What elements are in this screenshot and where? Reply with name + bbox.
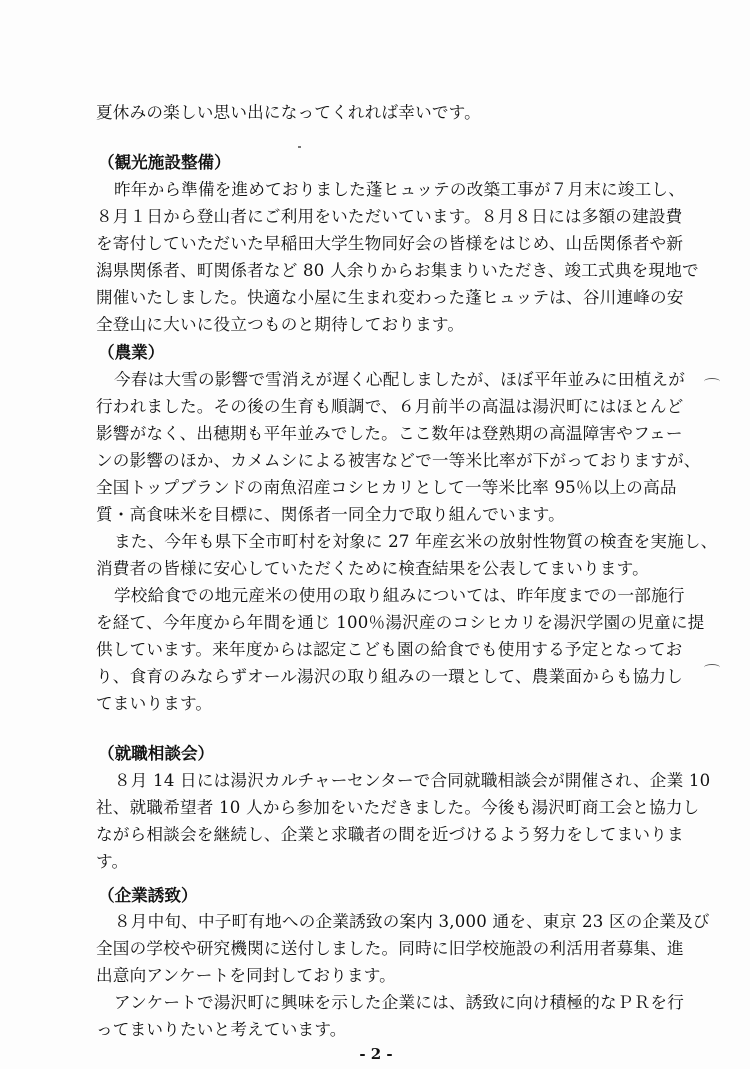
paragraph-line: 今春は大雪の影響で雪消えが遅く心配しましたが、ほぼ平年並みに田植えが [114,370,685,389]
paragraph-line: り、食育のみならずオール湯沢の取り組みの一環として、農業面からも協力し [96,667,683,686]
paragraph-line: ８月 14 日には湯沢カルチャーセンターで合同就職相談会が開催され、企業 10 [114,771,711,790]
paragraph-line: 影響がなく、出穂期も平年並みでした。ここ数年は登熟期の高温障害やフェー [96,424,683,443]
paragraph-line: ンの影響のほか、カメムシによる被害などで一等米比率が下がっておりますが、 [96,451,701,470]
paragraph-line: 質・高食味米を目標に、関係者一同全力で取り組んでいます。 [96,505,565,524]
paragraph-line: 社、就職希望者 10 人から参加をいただきました。今後も湯沢町商工会と協力し [96,798,700,817]
paragraph-line: 昨年から準備を進めておりました蓬ヒュッテの改築工事が７月末に竣工し、 [114,180,685,199]
paragraph-line: す。 [96,852,129,871]
section-heading-tourism: （観光施設整備） [98,152,231,172]
paragraph-line: ８月中旬、中子町有地への企業誘致の案内 3,000 通を、東京 23 区の企業及び [114,912,710,931]
intro-line: 夏休みの楽しい思い出になってくれれば幸いです。 [96,103,481,122]
paragraph-line: 学校給食での地元産米の使用の取り組みについては、昨年度までの一部施行 [114,586,685,605]
paragraph-line: 供しています。来年度からは認定こども園の給食でも使用する予定となってお [96,640,683,659]
paragraph-line: 全国トップブランドの南魚沼産コシヒカリとして一等米比率 95％以上の高品 [96,478,677,497]
paragraph-line: 全登山に大いに役立つものと期待しております。 [96,315,465,334]
section-heading-agriculture: （農業） [98,342,165,362]
scan-artifact [298,146,301,148]
paragraph-line: 潟県関係者、町関係者など 80 人余りからお集まりいただき、竣工式典を現地で [96,261,699,280]
paragraph-line: てまいります。 [96,694,213,713]
paragraph-line: 全国の学校や研究機関に送付しました。同時に旧学校施設の利活用者募集、進 [96,939,684,958]
paragraph-line: を寄付していただいた早稲田大学生物同好会の皆様をはじめ、山岳関係者や新 [96,234,684,253]
paragraph-line: アンケートで湯沢町に興味を示した企業には、誘致に向け積極的なＰＲを行 [114,993,684,1012]
paragraph-line: 消費者の皆様に安心していただくために検査結果を公表してまいります。 [96,559,649,578]
paragraph-line: を経て、今年度から年間を通じ 100％湯沢産のコシヒカリを湯沢学園の児童に提 [96,613,705,632]
paragraph-line: ８月１日から登山者にご利用をいただいています。８月８日には多額の建設費 [96,207,683,226]
paragraph-line: 行われました。その後の生育も順調で、６月前半の高温は湯沢町にはほとんど [96,397,684,416]
section-heading-job-fair: （就職相談会） [98,743,215,763]
paragraph-line: 出意向アンケートを同封しております。 [96,966,396,985]
scan-artifact [704,664,720,671]
paragraph-line: 開催いたしました。快適な小屋に生まれ変わった蓬ヒュッテは、谷川連峰の安 [96,288,684,307]
page-number: - 2 - [359,1045,393,1063]
scan-artifact [704,378,720,385]
paragraph-line: また、今年も県下全市町村を対象に 27 年産玄米の放射性物質の検査を実施し、 [114,532,718,551]
paragraph-line: ってまいりたいと考えています。 [96,1020,347,1039]
paragraph-line: ながら相談会を継続し、企業と求職者の間を近づけるよう努力をしてまいりま [96,825,684,844]
section-heading-business-attraction: （企業誘致） [98,885,198,905]
